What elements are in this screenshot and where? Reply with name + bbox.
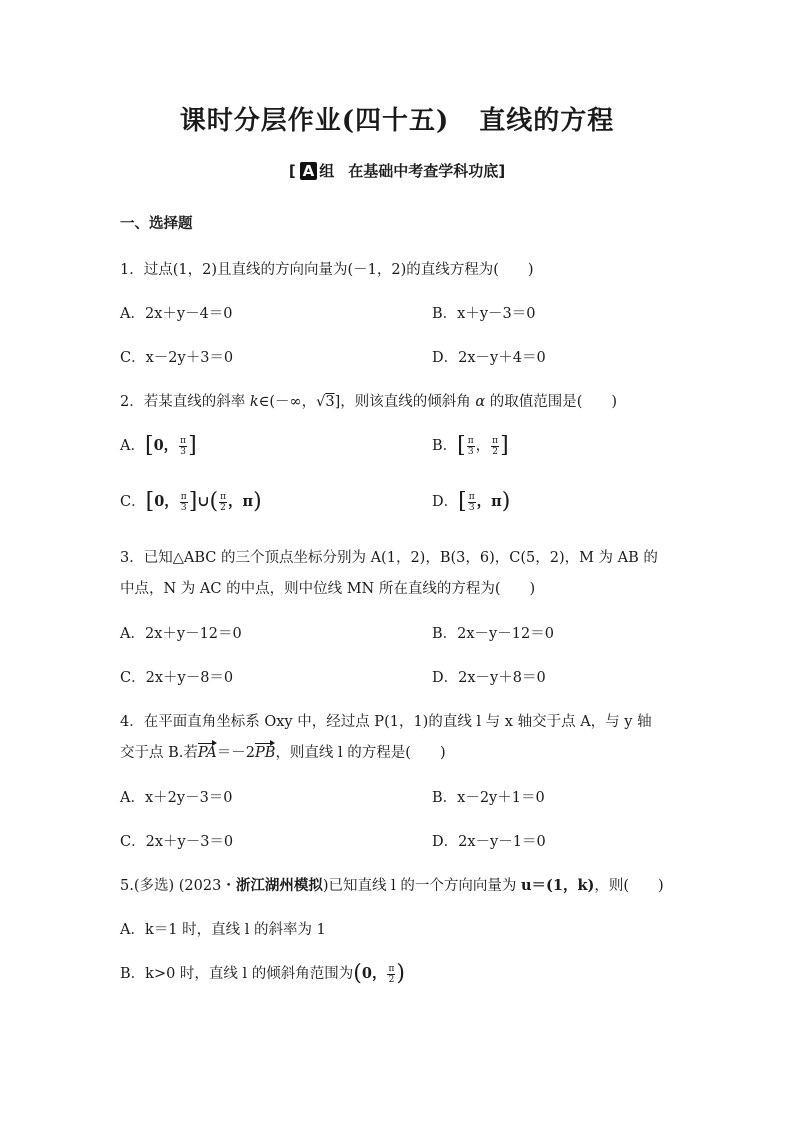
question-5-option-a: A．k＝1 时，直线 l 的斜率为 1: [120, 922, 326, 938]
q2-text-2: ∈(－∞，: [258, 394, 317, 410]
q5-text-1: 5.(多选) (2023・: [120, 878, 236, 894]
q5-vector: u＝(1，k): [520, 877, 595, 894]
question-4-option-c: C．2x＋y－3＝0: [120, 834, 234, 850]
frac-den: 2: [220, 502, 226, 513]
question-3-stem-line1: 3．已知△ABC 的三个顶点坐标分别为 A(1，2)，B(3，6)，C(5，2)，M 为 AB 的: [120, 550, 658, 566]
frac-den: 3: [180, 502, 187, 513]
q5-source: 浙江湖州模拟: [235, 877, 323, 894]
q2-text-3: ]，则该直线的倾斜角: [334, 394, 476, 410]
group-label: 组: [319, 162, 335, 180]
opt-label: A．: [120, 438, 145, 454]
frac-num: π: [388, 963, 395, 974]
question-3-option-d: D．2x－y＋8＝0: [432, 670, 546, 686]
bracket: ]: [500, 433, 509, 458]
comma: ，: [475, 438, 491, 454]
q4-text-1: 交于点 B.若: [120, 745, 198, 761]
bracket-left: [: [288, 162, 296, 180]
value: ，π: [476, 493, 502, 510]
question-1-option-a: A．2x＋y－4＝0: [120, 306, 233, 322]
question-1-stem: 1．过点(1，2)且直线的方向向量为(－1，2)的直线方程为( ): [120, 262, 534, 278]
title-topic: 直线的方程: [479, 106, 615, 136]
page-title: [0, 100, 794, 137]
q4-text-2: ＝－2: [216, 745, 256, 761]
opt-label: B．: [432, 438, 458, 454]
title-main: 课时分层作业(四十五): [179, 106, 450, 136]
fraction: [219, 492, 227, 513]
question-3-stem-line2: 中点，N 为 AC 的中点，则中位线 MN 所在直线的方程为( ): [120, 581, 536, 597]
opt-label: C．: [120, 494, 146, 510]
value: 0，: [154, 493, 179, 510]
bracket: (: [353, 961, 362, 986]
vector-pa: PA: [197, 745, 217, 761]
group-desc: 在基础中考查学科功底: [348, 162, 499, 180]
question-4-stem-line2: [120, 741, 446, 762]
bracket: ]: [188, 433, 197, 458]
group-heading: [0, 160, 794, 181]
frac-den: 3: [180, 446, 186, 457]
bracket: (: [209, 489, 219, 514]
question-1-option-b: B．x＋y－3＝0: [432, 306, 536, 322]
q2-sqrt-value: 3: [325, 394, 335, 410]
question-3-option-a: A．2x＋y－12＝0: [120, 626, 242, 642]
bracket: [: [145, 489, 155, 514]
vector-pb: PB: [255, 745, 276, 761]
group-badge: A: [300, 162, 318, 180]
frac-den: 3: [468, 502, 475, 513]
bracket: [: [457, 433, 466, 458]
question-2-option-a: [120, 434, 197, 457]
frac-den: 2: [492, 446, 498, 457]
frac-num: π: [467, 435, 474, 446]
value: 0，: [153, 437, 179, 454]
frac-den: 2: [388, 974, 395, 985]
fraction: [468, 492, 476, 513]
question-5-stem: [120, 874, 664, 895]
frac-num: π: [492, 435, 499, 446]
value: ，π: [227, 493, 254, 510]
question-2-option-b: [432, 434, 509, 457]
bracket: ): [501, 489, 511, 514]
question-2-option-d: [432, 490, 510, 513]
bracket-right: ]: [498, 162, 506, 180]
fraction: [387, 964, 395, 985]
fraction: [179, 436, 187, 457]
fraction: [491, 436, 499, 457]
question-4-option-a: A．x＋2y－3＝0: [120, 790, 233, 806]
question-5-option-b: [120, 962, 405, 985]
q5b-text: B．k>0 时，直线 l 的倾斜角范围为: [120, 966, 354, 982]
q2-text-1: 2．若某直线的斜率: [120, 394, 250, 410]
q4-text-3: ，则直线 l 的方程是( ): [275, 745, 446, 761]
question-3-option-c: C．2x＋y－8＝0: [120, 670, 234, 686]
frac-num: π: [220, 491, 226, 502]
question-1-option-d: D．2x－y＋4＝0: [432, 350, 546, 366]
bracket: ]: [188, 489, 198, 514]
fraction: [180, 492, 188, 513]
bracket: ): [396, 961, 405, 986]
q2-k: k: [249, 394, 259, 410]
bracket: [: [458, 489, 467, 514]
frac-num: π: [180, 491, 187, 502]
fraction: [467, 436, 475, 457]
frac-den: 3: [467, 446, 474, 457]
question-4-option-d: D．2x－y－1＝0: [432, 834, 546, 850]
q2-text-4: 的取值范围是( ): [485, 394, 618, 410]
question-4-option-b: B．x－2y＋1＝0: [432, 790, 545, 806]
section-title: 一、选择题: [120, 216, 193, 232]
value: 0，: [361, 965, 387, 982]
question-3-option-b: B．2x－y－12＝0: [432, 626, 554, 642]
bracket: [: [144, 433, 154, 458]
q5-text-2: )已知直线 l 的一个方向向量为: [322, 878, 521, 894]
union-symbol: ∪: [197, 493, 210, 510]
opt-label: D．: [432, 494, 459, 510]
question-4-stem-line1: 4．在平面直角坐标系 Oxy 中，经过点 P(1，1)的直线 l 与 x 轴交于点 A，与 y 轴: [120, 714, 652, 730]
question-2-option-c: [120, 490, 262, 513]
question-1-option-c: C．x－2y＋3＝0: [120, 350, 234, 366]
question-2-stem: 2．若某直线的斜率 k∈(－∞，√3]，则该直线的倾斜角 α 的取值范围是( ): [120, 394, 618, 410]
q2-alpha: α: [475, 394, 486, 410]
frac-num: π: [180, 435, 187, 446]
q5-text-3: ，则( ): [594, 878, 664, 894]
frac-num: π: [468, 491, 475, 502]
bracket: ): [253, 489, 262, 514]
